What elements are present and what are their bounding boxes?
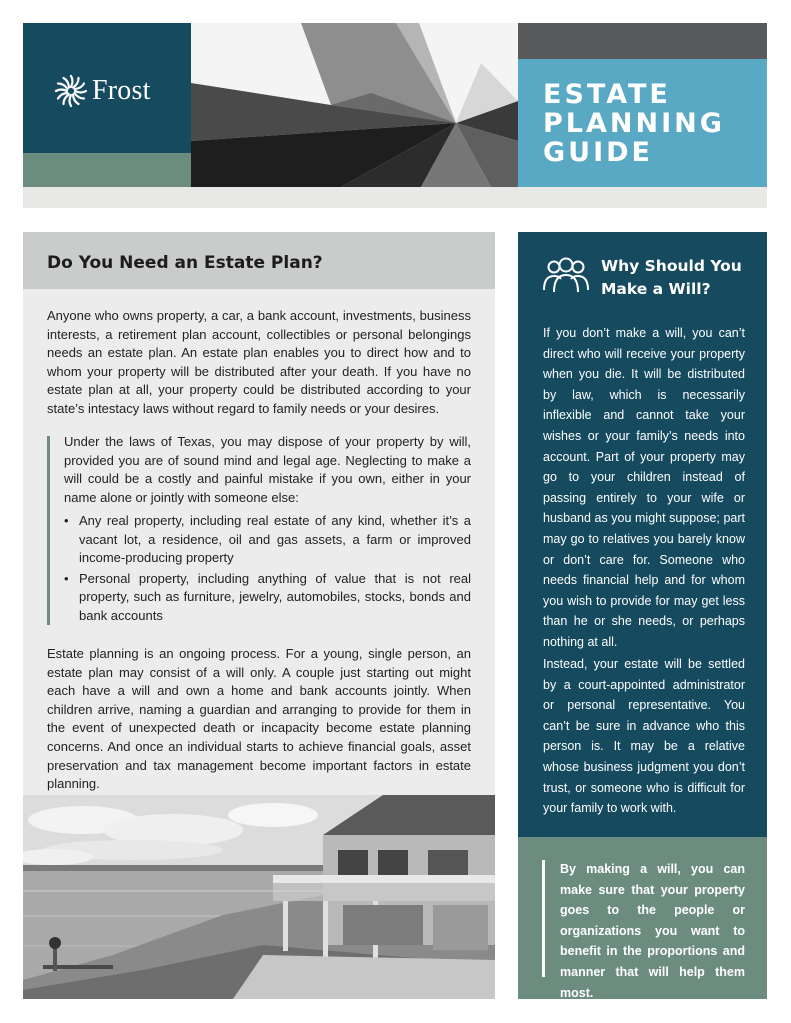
list-item [64,570,471,626]
page-title [543,80,763,167]
texas-law-paragraph: Under the laws of Texas, you may dispose of your property by will, provided you are of sound mind and legal age. Neglecting to make a will could be a costly and painful mistake if you own, either in your name alone or jointly with someone else: [64,434,471,505]
section-heading-make-will: Why Should You Make a Will? [601,257,742,298]
brand-name: Frost [92,75,151,106]
bullet-icon: • [64,570,69,586]
property-bullet-list [64,512,471,628]
header-divider-band [23,187,767,208]
title-top-band [518,23,767,59]
bullet-text-personal-property: Personal property, including anything of value that is not real property, such as furniture, jewelry, automobiles, stocks, bonds and bank accounts [79,570,471,623]
star-sculpture-photo [191,23,518,187]
bullet-text-real-property: Any real property, including real estate of any kind, whether it’s a vacant lot, a residence, oil and gas assets, a farm or improved income-producing property [79,513,471,566]
ongoing-process-paragraph: Estate planning is an ongoing process. For a young, single person, an estate plan may consist of a will only. A couple just starting out might each have a will and own a home and bank accounts jointly. When children arrive, naming a guardian and arranging to provide for them in the event of unexpected death or incapacity become estate planning concerns. And once an individual starts to achieve financial goals, asset preservation and tax management become important factors in estate planning. [47,646,471,792]
no-will-paragraph: If you don’t make a will, you can’t direct who will receive your property when you die. It will be distributed by law, which is necessarily inflexible and cannot take your wishes or your family’s needs into account. Part of your property may go to your children instead of passing entirely to your wife or husband as you might suppose; part may go to relatives you barely know or don’t care for. Someone who needs financial help and for whom you wish to provide for may get less than he or she needs, or perhaps nothing at all. [543,326,745,649]
intro-paragraph: Anyone who owns property, a car, a bank account, investments, business interests, a retirement plan account, collectibles or personal belongings needs an estate plan. An estate plan enables you to direct how and to whom your property will be distributed after your death. If you have no estate plan at all, your property could be distributed according to your state’s intestacy laws without regard to family needs or your desires. [47,308,471,416]
title-line-1: ESTATE [543,79,671,110]
bullet-icon: • [64,513,69,528]
lakeside-house-photo [23,795,495,999]
callout-accent-bar [542,860,545,977]
quote-accent-bar [47,436,50,625]
people-icon [543,256,589,299]
title-line-2: PLANNING [543,108,725,139]
callout-text: By making a will, you can make sure that your property goes to the people or organizations you want to benefit in the proportions and manner that will help them most. [560,862,745,1000]
frost-logo [54,74,151,108]
title-line-3: GUIDE [543,137,653,168]
administrator-paragraph: Instead, your estate will be settled by a court-appointed administrator or personal representative. You can’t be sure in advance who this person is. It may be a relative whose business judgment you don’t trust, or someone who is difficult for your family to work with. [543,657,745,816]
logo-accent-strip [23,153,191,187]
frost-starburst-icon [54,74,88,108]
list-item [64,512,471,568]
section-heading-estate-plan: Do You Need an Estate Plan? [47,253,323,273]
